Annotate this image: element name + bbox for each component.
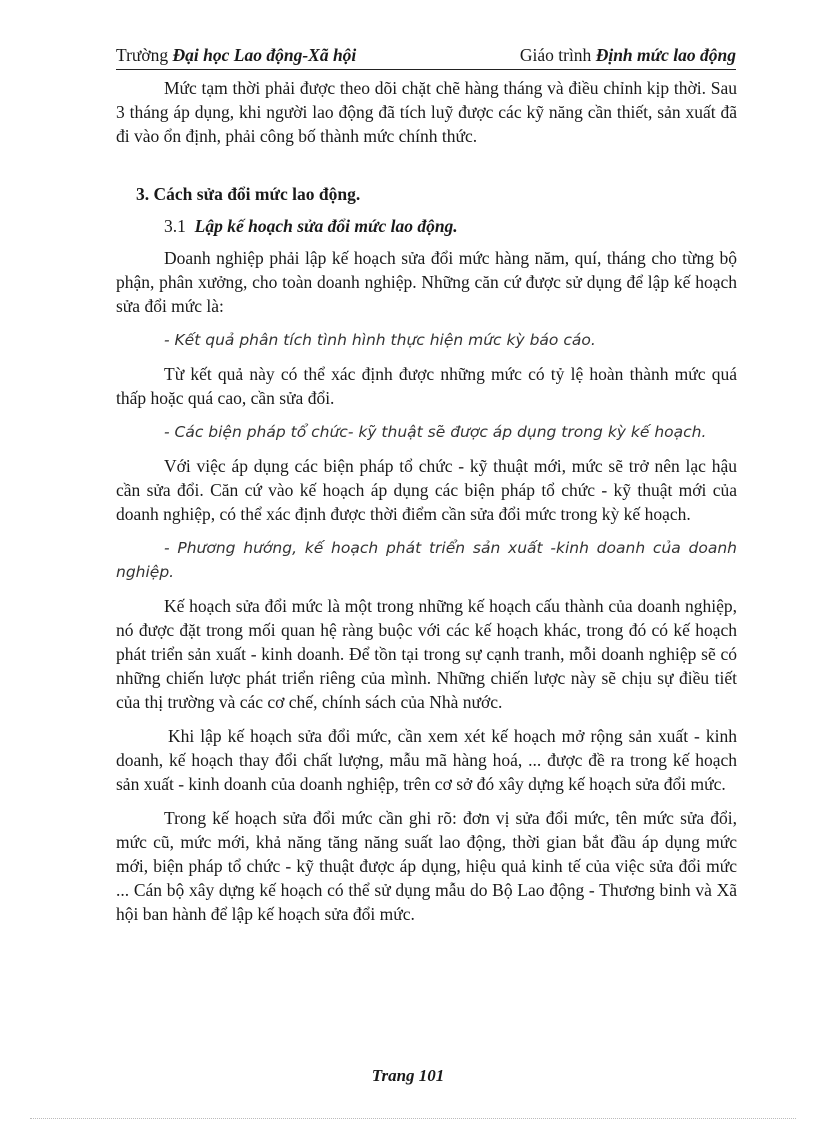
paragraph: Kế hoạch sửa đổi mức là một trong những kế hoạch cấu thành của doanh nghiệp, nó được đặt trong mối quan hệ ràng buộc với các kế hoạch khác, trong đó có kế hoạch phát triển sản xuất - kinh doanh. Để tồn tại trong sự cạnh tranh, mỗi doanh nghiệp sẽ có những chiến lược phát triển riêng của mình. Những chiến lược này sẽ chịu sự điều tiết của thị trường và các cơ chế, chính sách của Nhà nước. bbox=[116, 596, 737, 712]
section-heading: 3. Cách sửa đổi mức lao động. bbox=[136, 184, 361, 204]
page-body bbox=[116, 76, 737, 936]
paragraph: Khi lập kế hoạch sửa đổi mức, cần xem xét kế hoạch mở rộng sản xuất - kinh doanh, kế hoạch thay đổi chất lượng, mẫu mã hàng hoá, ... được đề ra trong kế hoạch sản xuất - kinh doanh của doanh nghiệp, trên cơ sở đó xây dựng kế hoạch sửa đổi mức. bbox=[116, 726, 737, 794]
paragraph: Với việc áp dụng các biện pháp tổ chức - kỹ thuật mới, mức sẽ trở nên lạc hậu cần sửa đổi. Căn cứ vào kế hoạch áp dụng các biện pháp tổ chức - kỹ thuật mới của doanh nghiệp, có thể xác định được thời điểm cần sửa đổi mức trong kỳ kế hoạch. bbox=[116, 456, 737, 524]
bullet-item: - Các biện pháp tổ chức- kỹ thuật sẽ được áp dụng trong kỳ kế hoạch. bbox=[164, 423, 707, 441]
bullet-item: - Kết quả phân tích tình hình thực hiện mức kỳ báo cáo. bbox=[164, 331, 596, 349]
page-number: Trang 101 bbox=[371, 1066, 445, 1085]
paragraph: Từ kết quả này có thể xác định được những mức có tỷ lệ hoàn thành mức quá thấp hoặc quá cao, cần sửa đổi. bbox=[116, 364, 737, 408]
intro-paragraph: Mức tạm thời phải được theo dõi chặt chẽ hàng tháng và điều chỉnh kịp thời. Sau 3 tháng áp dụng, khi người lao động đã tích luỹ được các kỹ năng cần thiết, sản xuất đã đi vào ổn định, phải công bố thành mức chính thức. bbox=[116, 78, 737, 146]
bullet-item: - Phương hướng, kế hoạch phát triển sản xuất -kinh doanh của doanh nghiệp. bbox=[116, 539, 737, 581]
header-right: Giáo trình Định mức lao động bbox=[519, 45, 736, 65]
subsection-heading: 3.1 Lập kế hoạch sửa đổi mức lao động. bbox=[164, 216, 458, 236]
header-left: Trường Đại học Lao động-Xã hội bbox=[116, 45, 357, 65]
page-edge-divider bbox=[30, 1118, 796, 1119]
paragraph: Doanh nghiệp phải lập kế hoạch sửa đổi mức hàng năm, quí, tháng cho từng bộ phận, phân xưởng, cho toàn doanh nghiệp. Những căn cứ được sử dụng để lập kế hoạch sửa đổi mức là: bbox=[116, 248, 737, 316]
paragraph: Trong kế hoạch sửa đổi mức cần ghi rõ: đơn vị sửa đổi mức, tên mức sửa đổi, mức cũ, mức mới, khả năng tăng năng suất lao động, thời gian bắt đầu áp dụng mức mới, biện pháp tổ chức - kỹ thuật được áp dụng, hiệu quả kinh tế của việc sửa đổi mức ... Cán bộ xây dựng kế hoạch có thể sử dụng mẫu do Bộ Lao động - Thương binh và Xã hội ban hành để lập kế hoạch sửa đổi mức. bbox=[116, 808, 737, 924]
page-header bbox=[116, 38, 736, 70]
